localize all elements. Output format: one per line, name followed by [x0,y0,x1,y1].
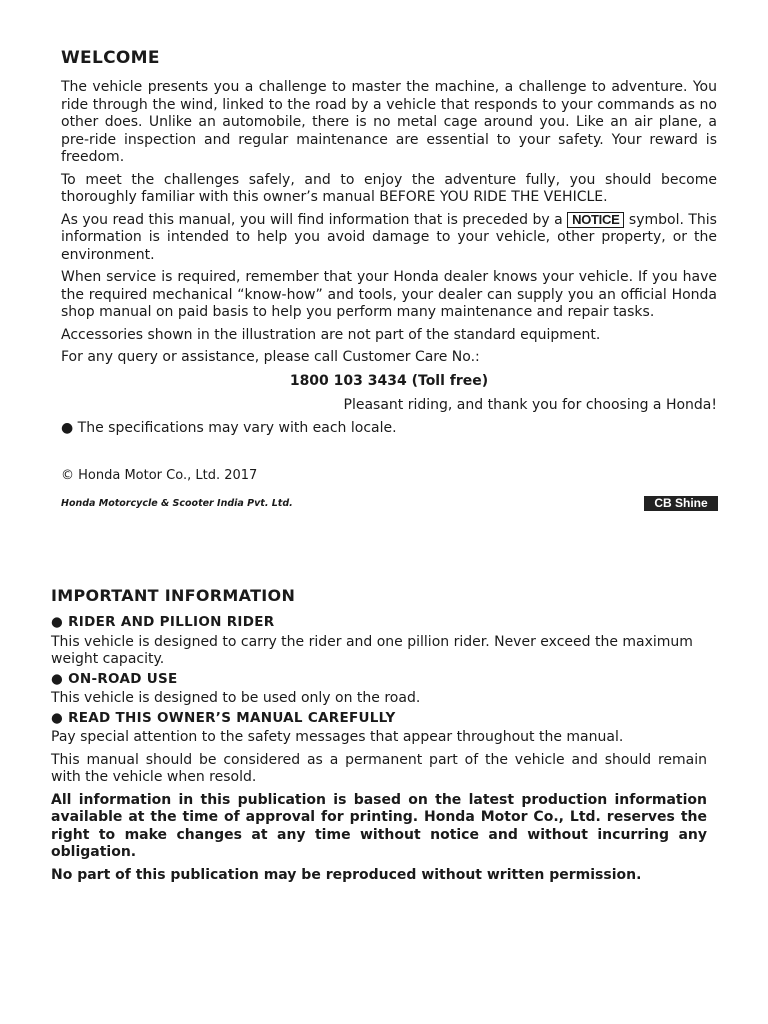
welcome-section [61,48,717,442]
section-text-on-road: This vehicle is designed to be used only on the road. [51,690,421,706]
section-text-rider: This vehicle is designed to carry the rider and one pillion rider. Never exceed the maximum weight capacity. [51,633,693,667]
welcome-paragraph-5: Accessories shown in the illustration are not part of the standard equipment. [61,326,601,343]
welcome-paragraph-4: When service is required, remember that your Honda dealer knows your vehicle. If you have the required mechanical “know-how” and tools, your dealer can supply you an official Honda shop manual on paid basis to help you perform many maintenance and repair tasks. [61,269,717,320]
publication-disclaimer: All information in this publication is based on the latest production information available at the time of approval for printing. Honda Motor Co., Ltd. reserves the right to make changes at any time without notice and without incurring any obligation. [51,791,707,860]
welcome-paragraph-1: The vehicle presents you a challenge to master the machine, a challenge to adventure. You ride through the wind, linked to the road by a vehicle that responds to your commands as no other does. Unlike an automobile, there is no metal cage around you. Like an air plane, a pre-ride inspection and regular maintenance are essential to your safety. Your reward is freedom. [61,79,717,165]
section-heading-read-manual: ● READ THIS OWNER’S MANUAL CAREFULLY [51,709,396,726]
publisher-name: Honda Motorcycle & Scooter India Pvt. Ltd. [61,498,293,509]
notice-intro-text: As you read this manual, you will find information that is preceded by a [61,211,568,228]
section-text-read-manual: Pay special attention to the safety messages that appear throughout the manual. [51,729,624,745]
section-heading-rider: ● RIDER AND PILLION RIDER [51,614,275,630]
welcome-title: WELCOME [61,48,160,68]
welcome-paragraph-3 [61,212,717,265]
closing-line: Pleasant riding, and thank you for choosing a Honda! [343,397,717,413]
important-title: IMPORTANT INFORMATION [51,586,296,605]
welcome-paragraph-6: For any query or assistance, please call Customer Care No.: [61,349,480,365]
notice-outro-text: symbol. This information is intended to help you avoid damage to your vehicle, other property, or the environment. [61,211,717,263]
reproduction-notice: No part of this publication may be reproduced without written permission. [51,866,642,883]
section-heading-on-road: ● ON-ROAD USE [51,670,178,687]
manual-permanence-text: This manual should be considered as a permanent part of the vehicle and should remain with the vehicle when resold. [51,751,707,785]
copyright-text: © Honda Motor Co., Ltd. 2017 [61,468,258,483]
model-badge: CB Shine [644,496,718,511]
customer-care-phone: 1800 103 3434 (Toll free) [289,372,489,389]
notice-badge: NOTICE [567,212,624,228]
important-information-section [51,586,707,889]
specification-note: ● The specifications may vary with each locale. [61,419,397,436]
welcome-paragraph-2: To meet the challenges safely, and to enjoy the adventure fully, you should become thoroughly familiar with this owner’s manual BEFORE YOU RIDE THE VEHICLE. [61,171,717,205]
